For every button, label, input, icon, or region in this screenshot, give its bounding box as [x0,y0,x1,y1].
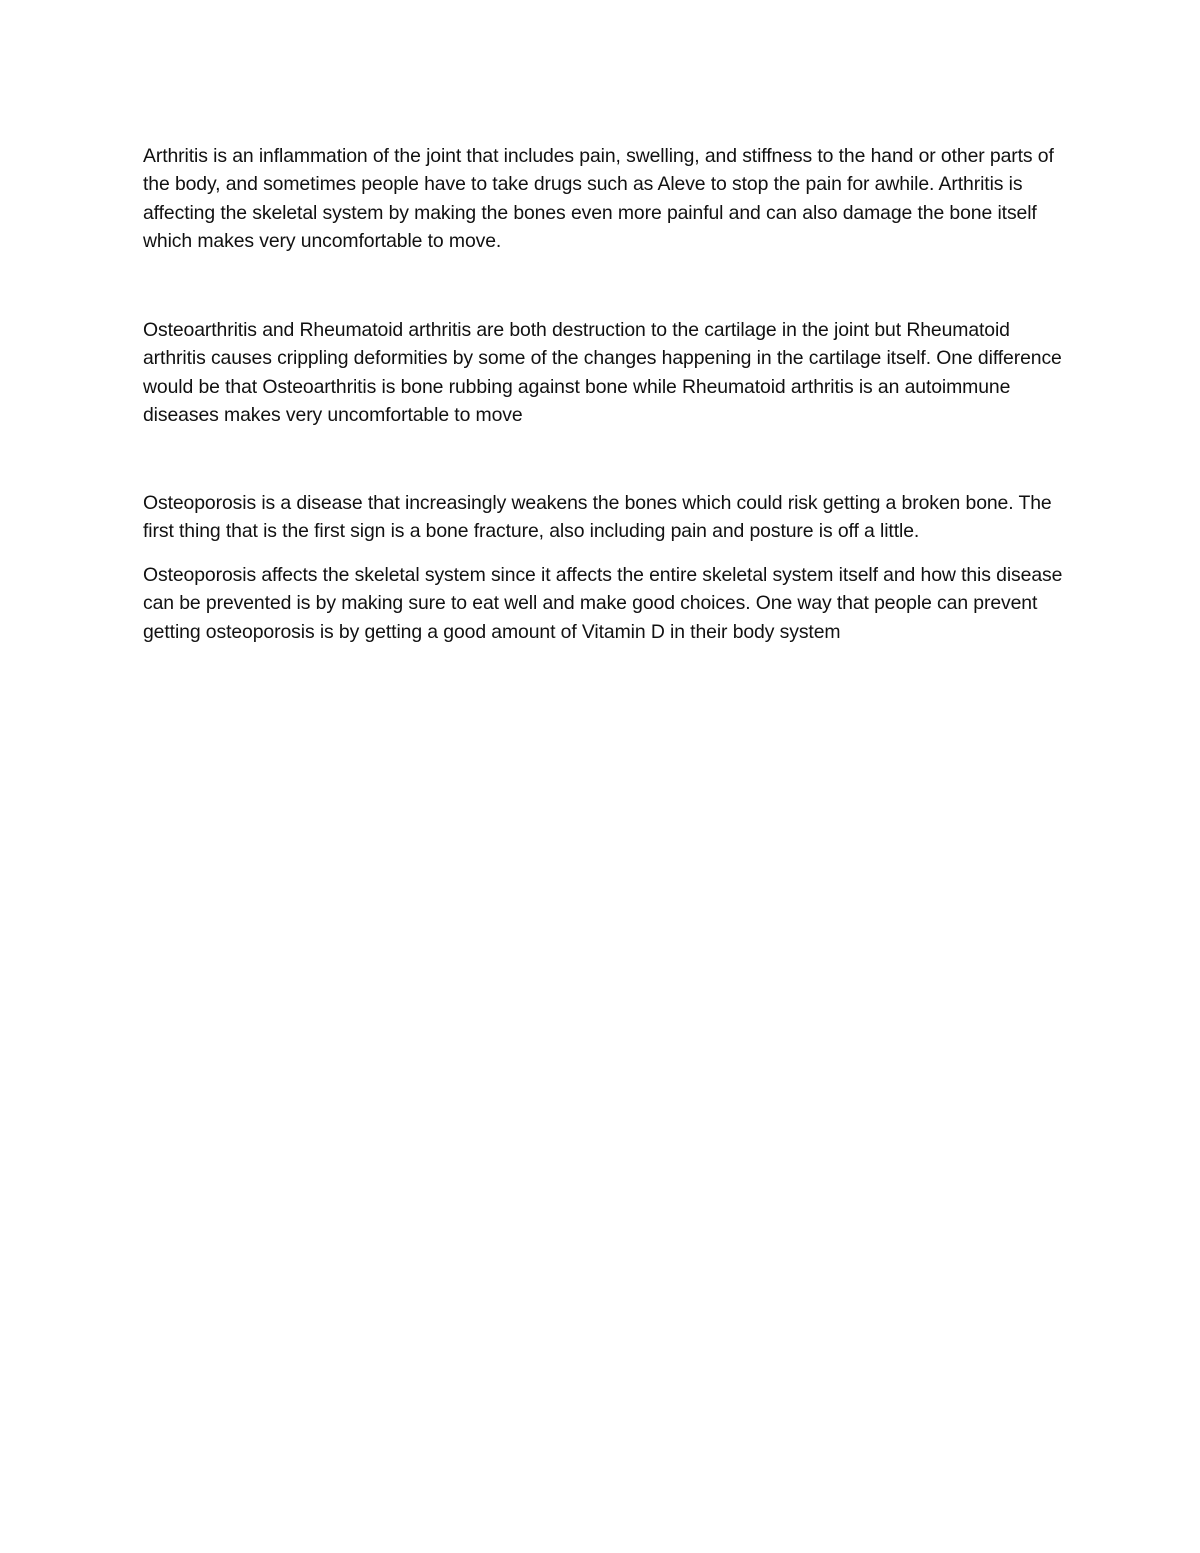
paragraph-osteoporosis-definition: Osteoporosis is a disease that increasingly weakens the bones which could risk getting a broken bone. The first thing that is the first sign is a bone fracture, also including pain and posture is off a little. [143,492,1052,543]
paragraph-osteoporosis-prevention: Osteoporosis affects the skeletal system since it affects the entire skeletal system itself and how this disease can be prevented is by making sure to eat well and make good choices. One way that people can prevent getting osteoporosis is by getting a good amount of Vitamin D in their body system [143,564,1063,643]
paragraph-arthritis: Arthritis is an inflammation of the joint that includes pain, swelling, and stiffness to the hand or other parts of the body, and sometimes people have to take drugs such as Aleve to stop the pain for awhile. Arthritis is affecting the skeletal system by making the bones even more painful and can also damage the bone itself which makes very uncomfortable to move. [143,145,1054,253]
paragraph-osteoarthritis-rheumatoid: Osteoarthritis and Rheumatoid arthritis are both destruction to the cartilage in the joint but Rheumatoid arthritis causes crippling deformities by some of the changes happening in the cartilage itself. One difference would be that Osteoarthritis is bone rubbing against bone while Rheumatoid arthritis is an autoimmune diseases makes very uncomfortable to move [143,319,1062,427]
